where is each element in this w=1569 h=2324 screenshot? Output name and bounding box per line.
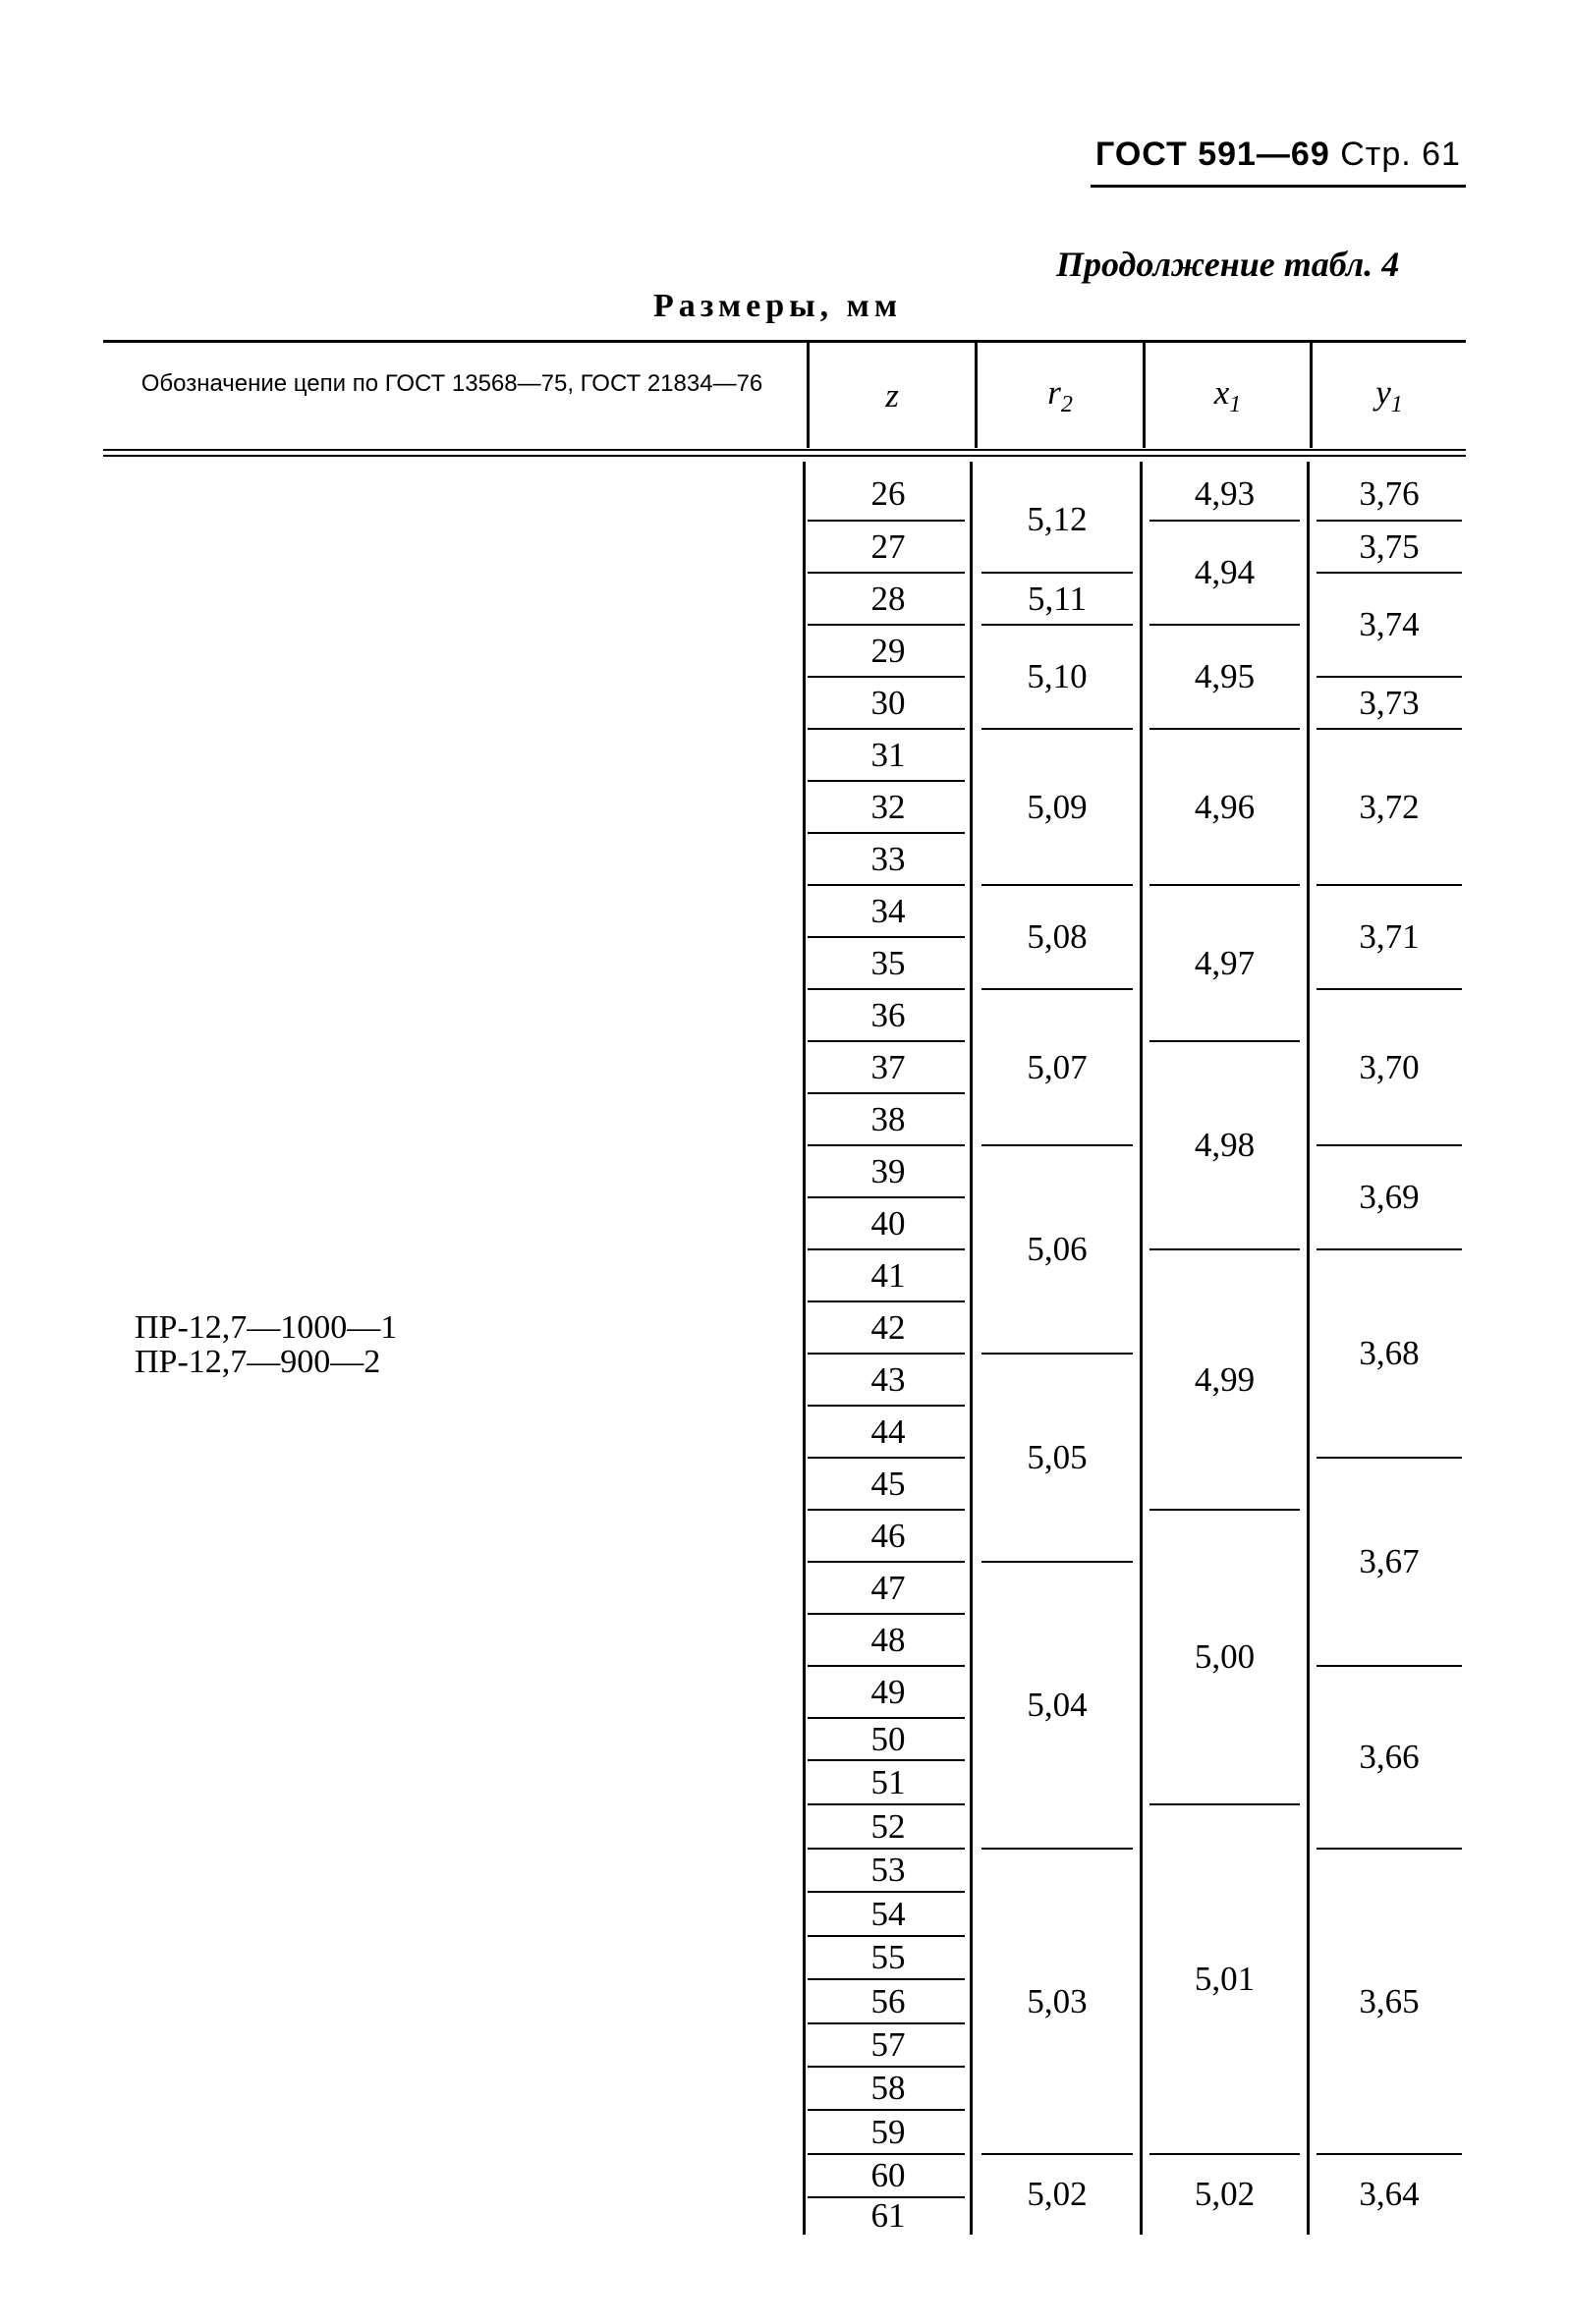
table-cell-z: 57 (870, 2025, 906, 2064)
table-cell-r2: 5,06 (1027, 1230, 1088, 1268)
table-cell-z: 29 (870, 631, 906, 670)
table-cell-x1: 4,98 (1194, 1126, 1256, 1164)
table-cell-z: 58 (870, 2069, 906, 2107)
chain-designation: ПР-12,7—900—2 (135, 1344, 381, 1380)
table-cell-y1: 3,75 (1359, 526, 1420, 566)
header-bottom-rule-2 (103, 455, 1466, 457)
table-cell-z: 46 (870, 1516, 906, 1555)
table-continuation-label: Продолжение табл. 4 (1056, 245, 1400, 284)
table-cell-z: 36 (870, 995, 906, 1034)
table-cell-x1: 5,00 (1194, 1637, 1256, 1676)
table-cell-z: 49 (870, 1672, 906, 1711)
table-cell-r2: 5,08 (1027, 917, 1088, 956)
table-cell-x1: 4,95 (1194, 657, 1256, 695)
table-cell-y1: 3,69 (1359, 1178, 1420, 1216)
table-cell-y1: 3,74 (1359, 605, 1420, 643)
table-cell-z: 51 (870, 1762, 906, 1801)
table-cell-z: 27 (870, 526, 906, 566)
header-bottom-rule (103, 449, 1466, 451)
table-cell-x1: 4,96 (1194, 787, 1256, 826)
col-divider (970, 462, 973, 2235)
table-cell-r2: 5,05 (1027, 1438, 1088, 1476)
table-cell-z: 34 (870, 891, 906, 930)
table-cell-y1: 3,76 (1359, 473, 1420, 513)
table-cell-z: 38 (870, 1099, 906, 1138)
table-cell-y1: 3,65 (1359, 1981, 1420, 2020)
table-cell-z: 42 (870, 1307, 906, 1347)
table-cell-y1: 3,64 (1359, 2175, 1420, 2213)
column-header-y1: $y_1$ (1375, 373, 1403, 417)
table-cell-z: 35 (870, 943, 906, 982)
table-cell-y1: 3,66 (1359, 1738, 1420, 1776)
table-cell-z: 28 (870, 579, 906, 618)
table-cell-r2: 5,10 (1027, 657, 1088, 695)
table-cell-z: 33 (870, 839, 906, 878)
table-cell-y1: 3,72 (1359, 787, 1420, 826)
table-cell-x1: 4,97 (1194, 943, 1256, 982)
table-cell-z: 32 (870, 787, 906, 826)
column-header-r2: $r_2$ (1047, 373, 1073, 417)
table-cell-z: 30 (870, 683, 906, 722)
table-cell-z: 41 (870, 1255, 906, 1295)
table-cell-y1: 3,71 (1359, 917, 1420, 956)
standard-number: ГОСТ 591—69 (1095, 136, 1330, 173)
table-cell-z: 40 (870, 1203, 906, 1243)
table-cell-z: 53 (870, 1851, 906, 1889)
col-divider (1140, 462, 1143, 2235)
table-cell-z: 39 (870, 1151, 906, 1190)
table-cell-x1: 5,02 (1194, 2175, 1256, 2213)
table-cell-z: 61 (870, 2196, 906, 2235)
dimensions-label: Размеры, мм (653, 288, 902, 324)
page-header (1095, 136, 1461, 174)
col-divider (1307, 462, 1310, 2235)
table-cell-y1: 3,70 (1359, 1047, 1420, 1086)
table-cell-y1: 3,68 (1359, 1334, 1420, 1372)
table-cell-r2: 5,03 (1027, 1981, 1088, 2020)
table-cell-z: 47 (870, 1568, 906, 1607)
table-cell-z: 26 (870, 473, 906, 513)
table-cell-z: 52 (870, 1806, 906, 1846)
header-rule (1091, 185, 1466, 188)
table-cell-z: 45 (870, 1464, 906, 1503)
page-number: Стр. 61 (1340, 136, 1461, 173)
table-cell-z: 59 (870, 2112, 906, 2151)
table-cell-r2: 5,02 (1027, 2175, 1088, 2213)
table-cell-z: 54 (870, 1894, 906, 1933)
table-cell-z: 37 (870, 1047, 906, 1086)
table-cell-z: 60 (870, 2156, 906, 2194)
table-cell-z: 55 (870, 1938, 906, 1976)
table-cell-x1: 4,99 (1194, 1359, 1256, 1399)
table-cell-z: 31 (870, 735, 906, 774)
column-header-z: z (885, 376, 899, 415)
column-header-x1: $x_1$ (1213, 373, 1242, 417)
table-cell-r2: 5,11 (1028, 579, 1087, 618)
col-divider (803, 462, 806, 2235)
table-cell-r2: 5,04 (1027, 1686, 1088, 1724)
table-cell-y1: 3,73 (1359, 683, 1420, 722)
table-cell-z: 48 (870, 1620, 906, 1659)
table-cell-r2: 5,09 (1027, 787, 1088, 826)
table-cell-x1: 5,01 (1194, 1960, 1256, 1998)
table-cell-y1: 3,67 (1359, 1542, 1420, 1580)
table-cell-z: 50 (870, 1719, 906, 1758)
column-header-designation: Обозначение цепи по ГОСТ 13568—75, ГОСТ 21834—76 (140, 370, 763, 397)
table-cell-z: 43 (870, 1359, 906, 1399)
table-cell-r2: 5,07 (1027, 1047, 1088, 1086)
table-cell-x1: 4,93 (1194, 473, 1256, 513)
chain-designation: ПР-12,7—1000—1 (135, 1309, 398, 1346)
table-top-rule (103, 340, 1466, 343)
table-cell-x1: 4,94 (1194, 553, 1256, 591)
table-cell-r2: 5,12 (1027, 500, 1088, 538)
table-cell-z: 56 (870, 1981, 906, 2020)
table-cell-z: 44 (870, 1411, 906, 1451)
